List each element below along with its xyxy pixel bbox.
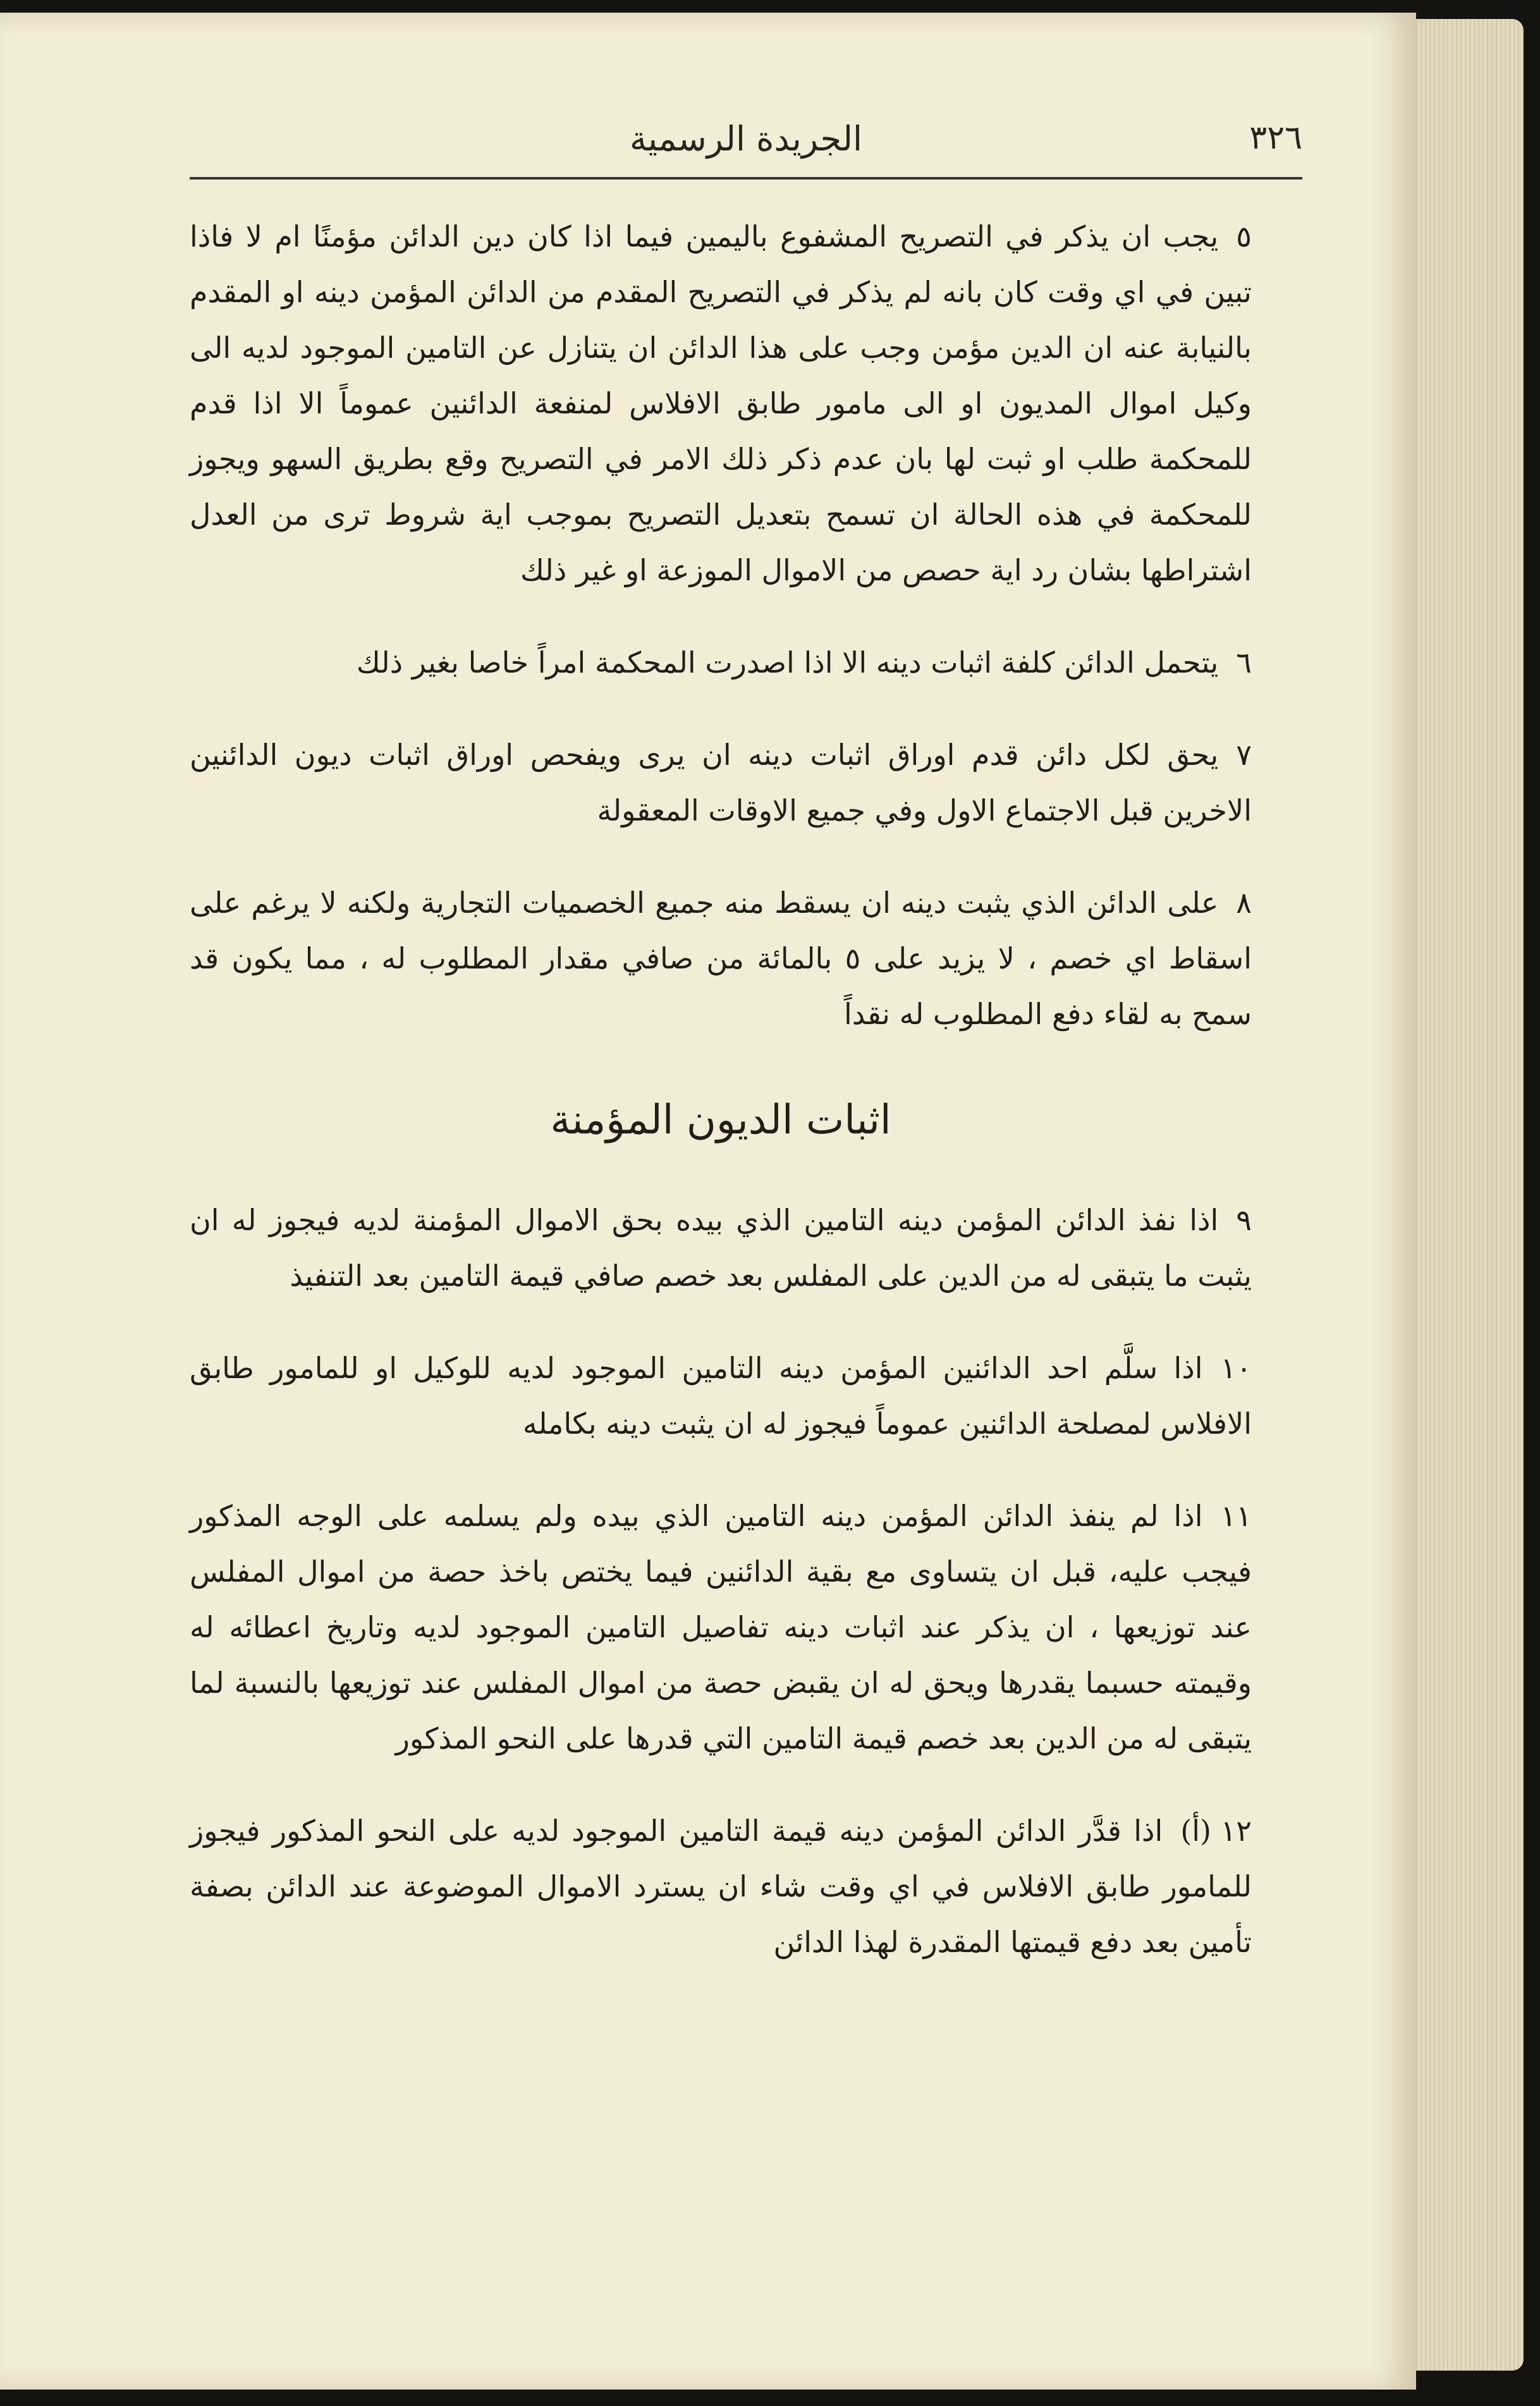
paragraph-number: ١١ [1220,1499,1252,1533]
paragraph-text: على الدائن الذي يثبت دينه ان يسقط منه جميع الخصميات التجارية ولكنه لا يرغم على اسقاط اي خصم ، لا يزيد على ٥ بالمائة من صافي مقدار المطلوب له ، مما يكون قد سمح به لقاء دفع المطلوب له نقداً [190,886,1252,1031]
paragraph-number: ١٢ (أ) [1180,1814,1252,1848]
page-number: ٣٢٦ [1249,119,1302,157]
document-page [0,13,1416,2390]
paragraph-8 [190,875,1252,1042]
paragraph-number: ٥ [1236,219,1252,253]
page-content [190,209,1252,2006]
section-title: اثبات الديون المؤمنة [550,1097,891,1144]
paragraph-text: يتحمل الدائن كلفة اثبات دينه الا اذا اصدرت المحكمة امراً خاصا بغير ذلك [356,645,1219,680]
paragraph-number: ٨ [1236,886,1252,920]
paragraph-11 [190,1488,1252,1766]
paragraph-text: اذا لم ينفذ الدائن المؤمن دينه التامين الذي بيده ولم يسلمه على الوجه المذكور فيجب عليه، قبل ان يتساوى مع بقية الدائنين فيما يختص باخذ حصة من اموال المفلس عند توزيعها ، ان يذكر عند اثبات دينه تفاصيل التامين الموجود لديه وتاريخ اعطائه له وقيمته حسبما يقدرها ويحق له ان يقبض حصة من اموال المفلس عند توزيعها بالنسبة لما يتبقى له من الدين بعد خصم قيمة التامين التي قدرها على النحو المذكور [190,1499,1252,1756]
paragraph-text: اذا نفذ الدائن المؤمن دينه التامين الذي بيده بحق الاموال المؤمنة لديه فيجوز له ان يثبت ما يتبقى له من الدين على المفلس بعد خصم صافي قيمة التامين بعد التنفيذ [190,1203,1252,1293]
paragraph-text: اذا قدَّر الدائن المؤمن دينه قيمة التامين الموجود لديه على النحو المذكور فيجوز للمامور طابق الافلاس في اي وقت شاء ان يسترد الاموال الموضوعة عند الدائن بصفة تأمين بعد دفع قيمتها المقدرة لهذا الدائن [190,1814,1252,1959]
paragraph-text: يحق لكل دائن قدم اوراق اثبات دينه ان يرى ويفحص اوراق اثبات ديون الدائنين الاخرين قبل الاجتماع الاول وفي جميع الاوقات المعقولة [190,738,1252,827]
paragraph-12a [190,1803,1252,1970]
paragraph-text: اذا سلَّم احد الدائنين المؤمن دينه التامين الموجود لديه للوكيل او للمامور طابق الافلاس لمصلحة الدائنين عموماً فيجوز له ان يثبت دينه بكامله [190,1351,1252,1441]
paragraph-number: ١٠ [1220,1351,1252,1385]
paragraph-5 [190,209,1252,598]
paragraph-text: يجب ان يذكر في التصريح المشفوع باليمين فيما اذا كان دين الدائن مؤمنًا ام لا فاذا تبين في اي وقت كان بانه لم يذكر في التصريح المقدم من الدائن المؤمن دينه او المقدم بالنيابة عنه ان الدين مؤمن وجب على هذا الدائن ان يتنازل عن التامين الموجود لديه الى وكيل اموال المديون او الى مامور طابق الافلاس لمنفعة الدائنين عموماً الا اذا قدم للمحكمة طلب او ثبت لها بان عدم ذكر ذلك الامر في التصريح وقع بطريق السهو ويجوز للمحكمة في هذه الحالة ان تسمح بتعديل التصريح بموجب اية شروط ترى من العدل اشتراطها بشان رد اية حصص من الاموال الموزعة او غير ذلك [190,219,1252,587]
paragraph-number: ٩ [1236,1203,1252,1237]
paragraph-number: ٧ [1236,738,1252,772]
paragraph-9 [190,1192,1252,1304]
paragraph-number: ٦ [1236,645,1252,680]
paragraph-6 [190,635,1252,690]
running-head: الجريدة الرسمية [630,119,862,159]
paragraph-10 [190,1340,1252,1451]
paragraph-7 [190,727,1252,838]
page-header [190,107,1302,180]
